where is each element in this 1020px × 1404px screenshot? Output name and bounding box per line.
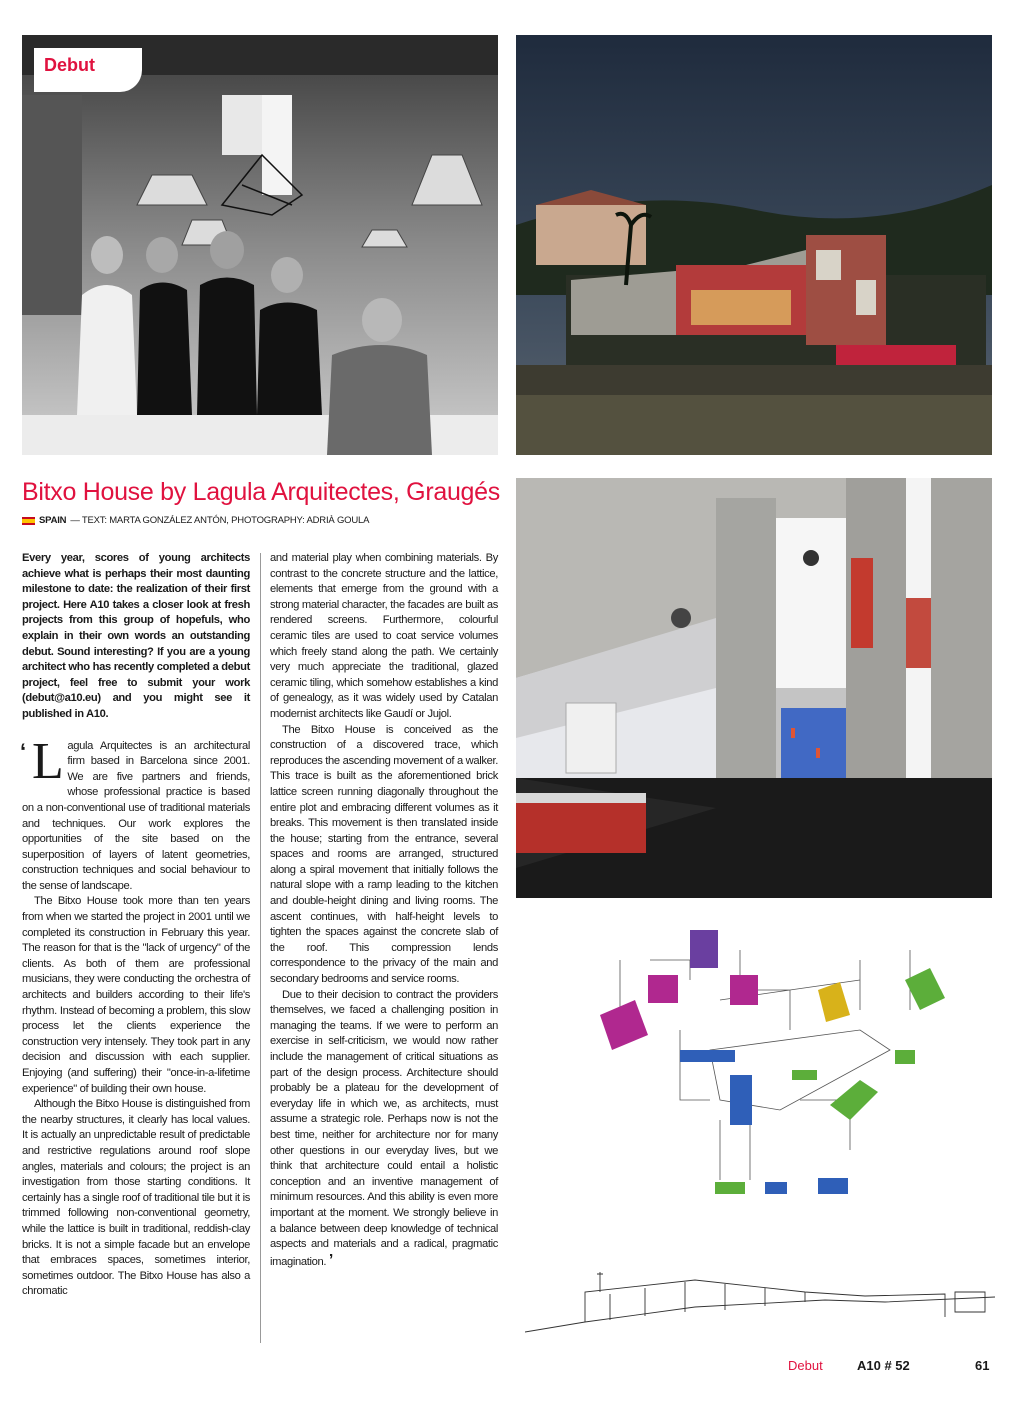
body-paragraph: The Bitxo House is conceived as the construction of a discovered trace, which reproduces the ascending movement of a walker. This trace is built as the aforementioned brick lattice screen running diagonally throughout the entire plot and embracing different volumes as it breaks. This movement is then translated inside the house; starting from the entrance, several spaces and rooms are arranged, structured along a spiral movement that initially follows the natural slope with a ramp leading to the kitchen and double-height dining and living rooms. The ascent continues, with half-height levels to tighten the spaces against the concrete slab of the roof. This compression lends correspondence to the privacy of the main and secondary bedrooms and service rooms. (270, 723, 498, 986)
opening-paragraph (20, 732, 250, 895)
house-exterior-photo (516, 35, 992, 455)
body-paragraph: agula Arquitectes is an architectural firm based in Barcelona since 2001. We are five partners and friends, whose professional practice is based on a non-conventional use of traditional materials and techniques. Our work explores the opportunities of the site based on the superposition of layers of latent geometries, construction techniques and social behaviour to the sense of landscape. (22, 739, 250, 892)
spain-flag-icon (22, 517, 35, 525)
intro-paragraph: Every year, scores of young architects achieve what is perhaps their most daunting milestone to date: the realization of their first project. Here A10 takes a closer look at fresh projects from this group of hopefuls, who explain in their own words an outstanding debut. Sound interesting? If you are a young architect who has recently completed a debut project, feel free to submit your work (debut@a10.eu) and you might see it published in A10. (22, 552, 250, 720)
text-column-1 (22, 551, 250, 1300)
article-credits (22, 515, 369, 526)
section-drawing (525, 1262, 995, 1337)
team-photo (22, 35, 498, 455)
plan-tile-areas (600, 930, 945, 1194)
body-paragraph: Due to their decision to contract the providers themselves, we faced a challenging position in managing the teams. If we were to perform an exercise in self-criticism, we would now rather include the management of critical situations as part of the design process. Architecture should probably be a plateau for the development of everyday life in which we, as architects, must assume a strategic role. Perhaps now is not the best time, neither for architecture nor for many other questions in our everyday lives, but we think that architecture could entail a holistic conception and an inventive management of minimum resources. And this ability is even more important at the moment. We strongly believe in a balance between deep knowledge of technical aspects and materials and a radical, pragmatic imagination. (270, 988, 498, 1268)
article-headline: Bitxo House by Lagula Arquitectes, Graugés (22, 478, 500, 506)
page-number: 61 (975, 1358, 990, 1373)
house-interior-photo (516, 478, 992, 898)
body-paragraph: The Bitxo House took more than ten years from when we started the project in 2001 until we completed its construction in February this year. The reason for that is the "lack of urgency" of the clients. As both of them are professional musicians, they were conducting the orchestra of architects and builders according to their life's rhythm. Instead of becoming a problem, this slow process let the clients experience the construction very intensely. They took part in any decision and discussion with each supplier. Enjoying (and suffering) their "once-in-a-lifetime experience" of building their own house. (22, 895, 250, 1095)
credits-text: — TEXT: MARTA GONZÁLEZ ANTÓN, PHOTOGRAPHY: ADRIÀ GOULA (70, 515, 370, 526)
footer-section-name: Debut (788, 1358, 823, 1373)
section-tab: Debut (34, 48, 142, 92)
open-quote-mark: ‘ (20, 738, 26, 764)
credits-country: SPAIN (39, 515, 67, 526)
text-column-2 (270, 551, 498, 1270)
floor-plan-drawing (560, 920, 980, 1220)
drop-cap: L (32, 732, 64, 790)
column-divider (260, 553, 261, 1343)
body-paragraph: Although the Bitxo House is distinguished from the nearby structures, it clearly has local values. It is actually an unpredictable result of predictable and restrictive regulations around roof slope angles, materials and colours; the project is an investigation from those starting conditions. It certainly has a single roof of traditional tile but it is trimmed following non-conventional geometry, while the lattice is built in traditional, reddish-clay bricks. It is not a simple facade but an envelope that embraces spaces, sometimes interior, sometimes outdoor. The Bitxo House has also a chromatic (22, 1098, 250, 1298)
close-quote-mark: ’ (328, 1251, 333, 1269)
footer-issue: A10 # 52 (857, 1358, 910, 1373)
body-paragraph: and material play when combining materials. By contrast to the concrete structure and the lattice, elements that emerge from the ground with a strong material character, the facades are built as rendered screens. Furthermore, colourful ceramic tiles are used to coat service volumes which freely stand along the path. We certainly very much appreciate the traditional, glazed ceramic tiling, which somehow establishes a kind of genealogy, as it was widely used by Catalan modernist architects like Gaudí or Jujol. (270, 552, 498, 720)
